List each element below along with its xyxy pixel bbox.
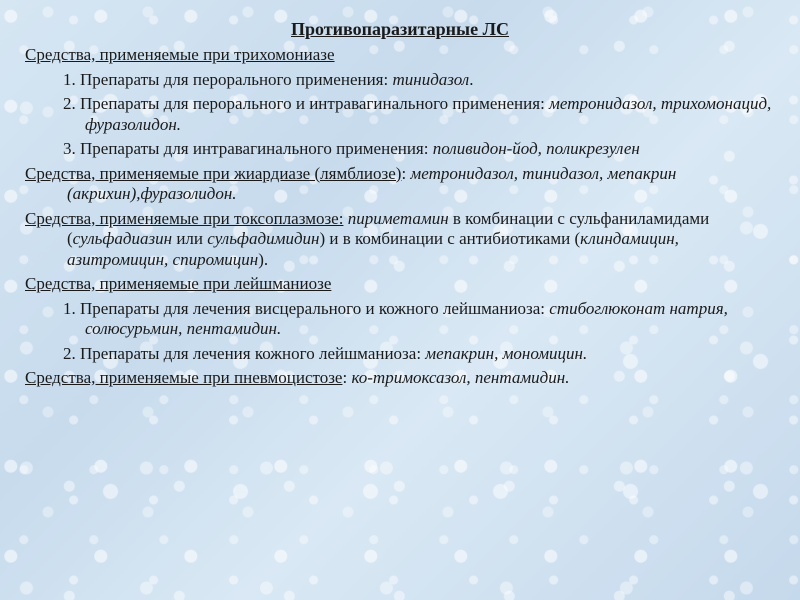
section-leishmaniasis	[25, 274, 780, 295]
list-item: 1. Препараты для перорального применения: тинидазол.	[63, 69, 474, 89]
section-giardiasis: Средства, применяемые при жиардиазе (лямблиозе): метронидазол, тинидазол, мепакрин (акрихин),фуразолидон.	[25, 163, 677, 203]
list-item: 2. Препараты для лечения кожного лейшманиоза: мепакрин, мономицин.	[63, 343, 588, 363]
drug-names: пириметамин	[347, 208, 449, 228]
slide-title: Противопаразитарные ЛС	[291, 19, 509, 39]
section-toxoplasmosis: Средства, применяемые при токсоплазмозе: пириметамин в комбинации с сульфаниламидами (сульфадиазин или сульфадимидин) и в комбинации с антибиотиками (клиндамицин, азитромицин, спиромицин).	[25, 208, 710, 269]
drug-names: ко-тримоксазол, пентамидин.	[351, 368, 570, 387]
drug-names: мепакрин, мономицин.	[425, 343, 588, 363]
section-heading: Средства, применяемые при трихомониазе	[25, 45, 335, 64]
drug-names: метронидазол, трихомонацид, фуразолидон.	[85, 94, 772, 134]
section-heading: Средства, применяемые при токсоплазмозе:	[25, 208, 344, 228]
drug-names: метронидазол, тинидазол, мепакрин (акрихин),фуразолидон.	[67, 163, 677, 203]
section-pneumocystosis: Средства, применяемые при пневмоцистозе: ко-тримоксазол, пентамидин.	[25, 368, 570, 387]
drug-names: клиндамицин, азитромицин, спиромицин	[67, 229, 679, 269]
drug-names: стибоглюконат натрия, солюсурьмин, пентамидин.	[85, 298, 728, 338]
section-heading: Средства, применяемые при пневмоцистозе	[25, 368, 343, 387]
drug-names: поливидон-йод, поликрезулен	[432, 139, 640, 158]
drug-names: тинидазол	[392, 69, 470, 89]
drug-names: сульфадимидин	[207, 229, 320, 248]
list-item: 2. Препараты для перорального и интравагинального применения: метронидазол, трихомонацид, фуразолидон.	[63, 94, 772, 134]
list-item: 1. Препараты для лечения висцерального и кожного лейшманиоза: стибоглюконат натрия, солюсурьмин, пентамидин.	[63, 298, 728, 338]
drug-names: сульфадиазин	[72, 229, 173, 248]
slide-content	[25, 45, 780, 393]
section-trichomoniasis	[25, 45, 780, 66]
section-heading: Средства, применяемые при лейшманиозе	[25, 274, 332, 293]
section-heading: Средства, применяемые при жиардиазе (лямблиозе)	[25, 163, 402, 183]
list-item: 3. Препараты для интравагинального применения: поливидон-йод, поликрезулен	[63, 139, 640, 158]
